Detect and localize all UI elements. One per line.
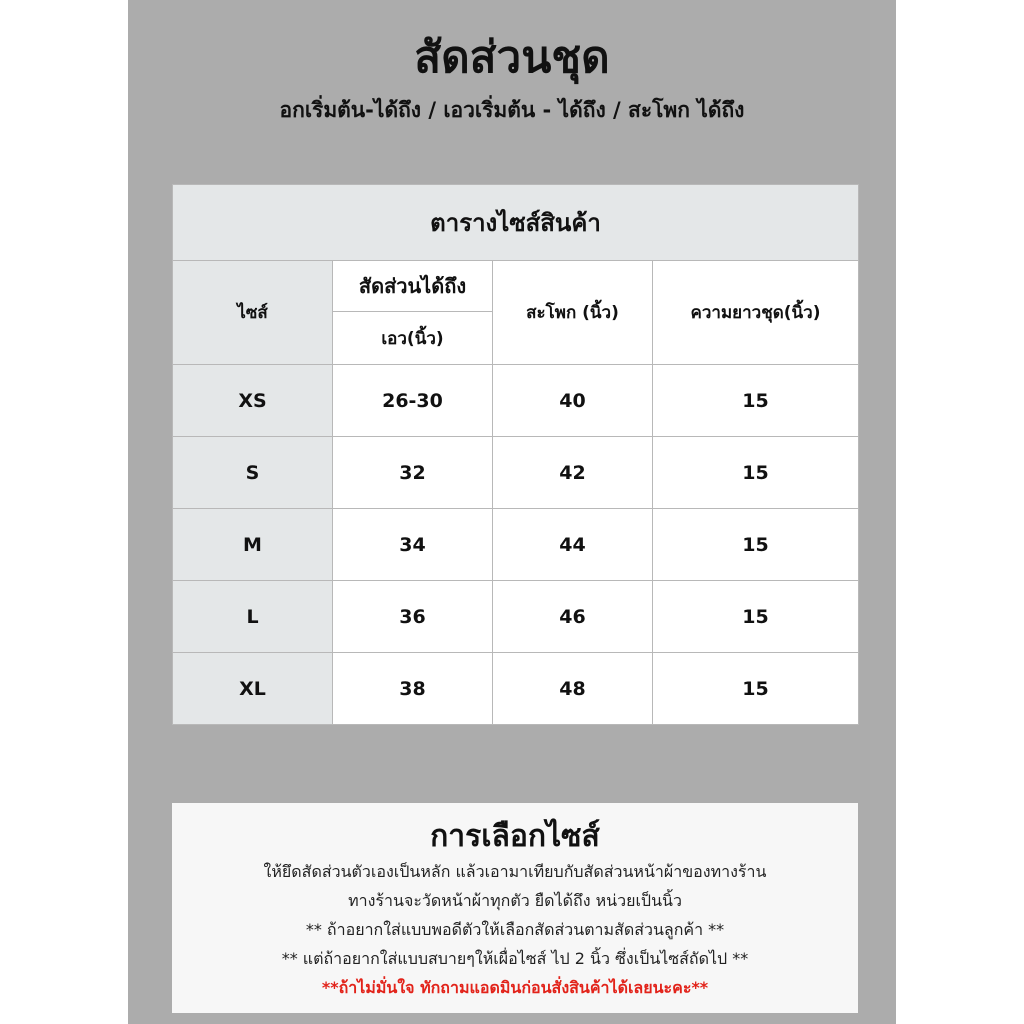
cell-length: 15	[653, 581, 859, 653]
header-length: ความยาวชุด(นิ้ว)	[653, 261, 859, 365]
page-subtitle: อกเริ่มต้น-ได้ถึง / เอวเริ่มต้น - ได้ถึง / สะโพก ได้ถึง	[279, 98, 745, 122]
size-guide-line: ทางร้านจะวัดหน้าผ้าทุกตัว ยืดได้ถึง หน่วยเป็นนิ้ว	[348, 891, 682, 910]
cell-hip: 42	[493, 437, 653, 509]
table-row	[173, 437, 859, 509]
page-title: สัดส่วนชุด	[414, 32, 610, 83]
cell-size: XL	[173, 653, 333, 725]
cell-length: 15	[653, 437, 859, 509]
cell-size: L	[173, 581, 333, 653]
table-row	[173, 653, 859, 725]
size-guide-warning: **ถ้าไม่มั่นใจ ทักถามแอดมินก่อนสั่งสินค้าได้เลยนะคะ**	[321, 978, 709, 997]
cell-hip: 46	[493, 581, 653, 653]
cell-waist: 38	[333, 653, 493, 725]
cell-size: M	[173, 509, 333, 581]
header-hip: สะโพก (นิ้ว)	[493, 261, 653, 365]
table-row	[173, 581, 859, 653]
cell-hip: 40	[493, 365, 653, 437]
cell-length: 15	[653, 365, 859, 437]
cell-waist: 36	[333, 581, 493, 653]
size-guide-line: ให้ยึดสัดส่วนตัวเองเป็นหลัก แล้วเอามาเทียบกับสัดส่วนหน้าผ้าของทางร้าน	[263, 862, 767, 881]
header-waist: เอว(นิ้ว)	[333, 312, 493, 365]
cell-size: S	[173, 437, 333, 509]
cell-hip: 48	[493, 653, 653, 725]
size-guide-title: การเลือกไซส์	[430, 819, 600, 854]
cell-waist: 32	[333, 437, 493, 509]
size-guide-line: ** แต่ถ้าอยากใส่แบบสบายๆให้เผื่อไซส์ ไป 2 นิ้ว ซึ่งเป็นไซส์ถัดไป **	[281, 949, 749, 968]
header-size: ไซส์	[173, 261, 333, 365]
cell-waist: 26-30	[333, 365, 493, 437]
size-table-title: ตารางไซส์สินค้า	[173, 185, 859, 261]
cell-length: 15	[653, 653, 859, 725]
cell-waist: 34	[333, 509, 493, 581]
size-table	[172, 184, 859, 725]
cell-length: 15	[653, 509, 859, 581]
size-guide-line: ** ถ้าอยากใส่แบบพอดีตัวให้เลือกสัดส่วนตามสัดส่วนลูกค้า **	[305, 920, 725, 939]
cell-hip: 44	[493, 509, 653, 581]
table-row	[173, 365, 859, 437]
header-proportion-group: สัดส่วนได้ถึง	[333, 261, 493, 312]
cell-size: XS	[173, 365, 333, 437]
table-row	[173, 509, 859, 581]
size-guide-box	[172, 803, 858, 1013]
